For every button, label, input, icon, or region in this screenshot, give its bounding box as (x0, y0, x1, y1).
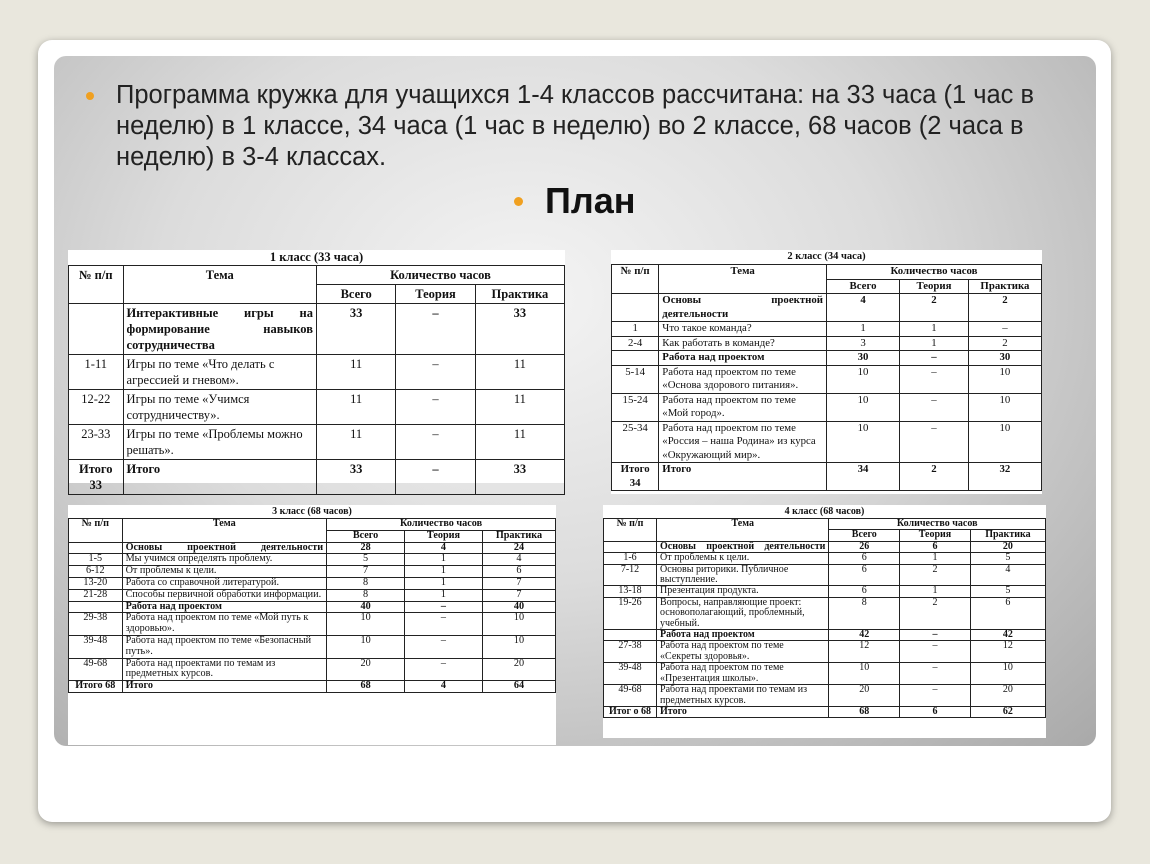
row-num: 27-38 (604, 641, 657, 663)
table-row (604, 630, 1046, 641)
row-theory: – (405, 613, 483, 636)
row-total: 33 (316, 304, 395, 355)
row-theory: – (900, 630, 971, 641)
table-row (612, 463, 1042, 491)
row-topic: Работа со справочной литературой. (122, 577, 327, 589)
row-topic: Работа над проектами по темам из предметных курсов. (122, 658, 327, 681)
row-theory: 1 (900, 322, 969, 337)
class-3-table (68, 505, 556, 745)
header-total: Всего (327, 530, 405, 542)
row-theory: – (405, 658, 483, 681)
row-num: 29-38 (69, 613, 123, 636)
row-topic: Работа над проектом (657, 630, 829, 641)
row-num (69, 542, 123, 554)
row-total: 8 (327, 577, 405, 589)
row-topic: Итого (123, 460, 316, 495)
header-hours: Количество часов (826, 265, 1041, 280)
row-num: 1-11 (69, 355, 124, 390)
row-total: 5 (327, 554, 405, 566)
table-title: 3 класс (68 часов) (272, 506, 352, 517)
row-total: 6 (829, 586, 900, 597)
row-topic: Работа над проектом (122, 601, 327, 613)
table-row (612, 336, 1042, 351)
row-topic: Основы проектной деятельности (659, 294, 827, 322)
row-topic: Способы первичной обработки информации. (122, 589, 327, 601)
row-practice: 20 (970, 541, 1045, 552)
row-topic: От проблемы к цели. (122, 566, 327, 578)
table-row (69, 589, 556, 601)
row-theory: – (396, 304, 475, 355)
header-theory: Теория (396, 285, 475, 304)
row-practice: 40 (482, 601, 555, 613)
row-num: 12-22 (69, 390, 124, 425)
row-practice: 6 (970, 597, 1045, 629)
table-row (69, 566, 556, 578)
plan-heading: План (545, 180, 636, 221)
row-num: 7-12 (604, 564, 657, 586)
row-total: 1 (826, 322, 899, 337)
row-num (612, 351, 659, 366)
row-total: 10 (327, 635, 405, 658)
table-row (612, 421, 1042, 463)
row-num: 5-14 (612, 365, 659, 393)
row-practice: 33 (475, 460, 564, 495)
row-num: 49-68 (604, 685, 657, 707)
header-total: Всего (829, 530, 900, 541)
row-practice: 10 (970, 663, 1045, 685)
row-practice: 32 (968, 463, 1041, 491)
header-hours: Количество часов (316, 266, 564, 285)
hours-table (603, 518, 1046, 718)
row-num: 21-28 (69, 589, 123, 601)
row-practice: 10 (968, 393, 1041, 421)
hours-table (68, 265, 565, 495)
table-row (612, 351, 1042, 366)
row-num: Итого 68 (69, 681, 123, 693)
header-topic: Тема (657, 519, 829, 542)
row-practice: 33 (475, 304, 564, 355)
row-theory: – (405, 635, 483, 658)
table-header-row (69, 519, 556, 531)
row-theory: – (396, 390, 475, 425)
row-topic: Вопросы, направляющие проект: основополагающий, проблемный, учебный. (657, 597, 829, 629)
plan-bullet (514, 180, 636, 222)
header-topic: Тема (659, 265, 827, 294)
row-theory: 4 (405, 681, 483, 693)
row-num: 25-34 (612, 421, 659, 463)
table-row (604, 564, 1046, 586)
table-row (612, 393, 1042, 421)
table-row (604, 641, 1046, 663)
row-theory: 1 (405, 589, 483, 601)
table-row (69, 460, 565, 495)
table-row (69, 355, 565, 390)
row-num: 19-26 (604, 597, 657, 629)
class-4-table (603, 505, 1046, 738)
row-practice: 10 (968, 421, 1041, 463)
row-num: 39-48 (604, 663, 657, 685)
row-practice: 12 (970, 641, 1045, 663)
table-title: 2 класс (34 часа) (787, 251, 866, 262)
row-topic: Основы риторики. Публичное выступление. (657, 564, 829, 586)
row-theory: – (396, 425, 475, 460)
table-row (612, 365, 1042, 393)
table-header-row (69, 266, 565, 285)
row-theory: – (900, 663, 971, 685)
row-topic: Итого (659, 463, 827, 491)
table-row (69, 681, 556, 693)
row-total: 20 (829, 685, 900, 707)
class-2-table (611, 250, 1042, 494)
row-theory: 2 (900, 564, 971, 586)
row-theory: – (405, 601, 483, 613)
row-total: 40 (327, 601, 405, 613)
row-practice: 2 (968, 336, 1041, 351)
header-num: № п/п (69, 266, 124, 304)
row-num: 13-20 (69, 577, 123, 589)
table-row (604, 553, 1046, 564)
row-theory: – (900, 393, 969, 421)
row-total: 26 (829, 541, 900, 552)
row-topic: Основы проектной деятельности (657, 541, 829, 552)
row-total: 11 (316, 425, 395, 460)
row-topic: Презентация продукта. (657, 586, 829, 597)
row-num: Итого 33 (69, 460, 124, 495)
table-row (69, 613, 556, 636)
header-topic: Тема (123, 266, 316, 304)
header-topic: Тема (122, 519, 327, 543)
row-topic: Работа над проектом по теме «Россия – наша Родина» из курса «Окружающий мир». (659, 421, 827, 463)
row-num: Итог о 68 (604, 706, 657, 717)
row-topic: От проблемы к цели. (657, 553, 829, 564)
header-theory: Теория (900, 530, 971, 541)
row-total: 11 (316, 390, 395, 425)
row-num: 13-18 (604, 586, 657, 597)
table-row (69, 601, 556, 613)
table-title: 4 класс (68 часов) (784, 506, 865, 517)
header-theory: Теория (405, 530, 483, 542)
row-topic: Основы проектной деятельности (122, 542, 327, 554)
row-theory: 2 (900, 597, 971, 629)
table-row (604, 541, 1046, 552)
intro-bullet (86, 80, 1076, 173)
table-row (69, 577, 556, 589)
row-practice: 11 (475, 425, 564, 460)
row-practice: 7 (482, 589, 555, 601)
row-theory: 6 (900, 541, 971, 552)
row-topic: Работа над проектом по теме «Презентация школы». (657, 663, 829, 685)
row-practice: 5 (970, 586, 1045, 597)
row-topic: Итого (122, 681, 327, 693)
row-practice: 4 (482, 554, 555, 566)
row-total: 30 (826, 351, 899, 366)
table-row (612, 294, 1042, 322)
row-total: 68 (829, 706, 900, 717)
header-hours: Количество часов (829, 519, 1046, 530)
row-num: 39-48 (69, 635, 123, 658)
row-theory: 2 (900, 463, 969, 491)
class-1-table (68, 250, 565, 492)
row-total: 11 (316, 355, 395, 390)
row-practice: 20 (970, 685, 1045, 707)
row-theory: – (900, 365, 969, 393)
row-num (69, 601, 123, 613)
row-topic: Работа над проектом по теме «Безопасный путь». (122, 635, 327, 658)
row-practice: 2 (968, 294, 1041, 322)
row-topic: Мы учимся определять проблему. (122, 554, 327, 566)
row-practice: 11 (475, 390, 564, 425)
row-practice: 62 (970, 706, 1045, 717)
header-num: № п/п (604, 519, 657, 542)
intro-text: Программа кружка для учащихся 1-4 классов рассчитана: на 33 часа (1 час в неделю) в 1 классе, 34 часа (1 час в неделю) во 2 классе, 68 часов (2 часа в неделю) в 3-4 классах. (116, 81, 1035, 171)
header-total: Всего (316, 285, 395, 304)
header-practice: Практика (475, 285, 564, 304)
row-num: 15-24 (612, 393, 659, 421)
row-practice: 64 (482, 681, 555, 693)
row-num: 6-12 (69, 566, 123, 578)
row-total: 8 (327, 589, 405, 601)
row-topic: Интерактивные игры на формирование навыков сотрудничества (123, 304, 316, 355)
row-theory: 1 (405, 577, 483, 589)
table-header-row (604, 519, 1046, 530)
row-practice: 4 (970, 564, 1045, 586)
row-num (604, 541, 657, 552)
row-topic: Работа над проектом (659, 351, 827, 366)
row-total: 20 (327, 658, 405, 681)
row-total: 8 (829, 597, 900, 629)
row-total: 28 (327, 542, 405, 554)
table-row (69, 304, 565, 355)
row-topic: Что такое команда? (659, 322, 827, 337)
row-theory: 6 (900, 706, 971, 717)
row-practice: 5 (970, 553, 1045, 564)
header-practice: Практика (482, 530, 555, 542)
row-num (612, 294, 659, 322)
row-total: 34 (826, 463, 899, 491)
row-total: 4 (826, 294, 899, 322)
table-row (69, 542, 556, 554)
row-practice: 10 (482, 613, 555, 636)
table-row (69, 658, 556, 681)
table-row (604, 663, 1046, 685)
row-num (69, 304, 124, 355)
row-num: 1-5 (69, 554, 123, 566)
row-topic: Работа над проектами по темам из предметных курсов. (657, 685, 829, 707)
row-total: 68 (327, 681, 405, 693)
table-header-row (612, 265, 1042, 280)
bullet-dot-icon (86, 92, 94, 100)
bullet-dot-icon (514, 197, 523, 206)
row-practice: 7 (482, 577, 555, 589)
table-row (69, 390, 565, 425)
row-total: 6 (829, 553, 900, 564)
row-total: 10 (826, 421, 899, 463)
row-total: 12 (829, 641, 900, 663)
header-num: № п/п (612, 265, 659, 294)
row-total: 33 (316, 460, 395, 495)
row-theory: 4 (405, 542, 483, 554)
table-row (69, 425, 565, 460)
row-topic: Игры по теме «Что делать с агрессией и гневом». (123, 355, 316, 390)
row-practice: 11 (475, 355, 564, 390)
row-total: 7 (327, 566, 405, 578)
row-theory: 1 (405, 554, 483, 566)
header-hours: Количество часов (327, 519, 556, 531)
row-total: 10 (826, 365, 899, 393)
table-row (69, 635, 556, 658)
row-total: 10 (327, 613, 405, 636)
row-practice: 6 (482, 566, 555, 578)
hours-table (611, 264, 1042, 491)
row-topic: Как работать в команде? (659, 336, 827, 351)
row-practice: 30 (968, 351, 1041, 366)
row-practice: 42 (970, 630, 1045, 641)
row-theory: 1 (900, 553, 971, 564)
table-row (612, 322, 1042, 337)
row-practice: 10 (968, 365, 1041, 393)
row-theory: – (900, 421, 969, 463)
row-topic: Игры по теме «Учимся сотрудничеству». (123, 390, 316, 425)
row-theory: 1 (405, 566, 483, 578)
row-num: 2-4 (612, 336, 659, 351)
row-topic: Работа над проектом по теме «Мой путь к здоровью». (122, 613, 327, 636)
row-topic: Работа над проектом по теме «Мой город». (659, 393, 827, 421)
row-num: 49-68 (69, 658, 123, 681)
row-num: Итого 34 (612, 463, 659, 491)
row-theory: 1 (900, 586, 971, 597)
table-row (604, 597, 1046, 629)
row-theory: – (900, 351, 969, 366)
row-practice: 20 (482, 658, 555, 681)
row-theory: – (396, 460, 475, 495)
row-num: 1 (612, 322, 659, 337)
table-title: 1 класс (33 часа) (269, 250, 364, 264)
header-practice: Практика (970, 530, 1045, 541)
row-theory: 1 (900, 336, 969, 351)
row-topic: Работа над проектом по теме «Основа здорового питания». (659, 365, 827, 393)
row-theory: 2 (900, 294, 969, 322)
row-num (604, 630, 657, 641)
header-total: Всего (826, 279, 899, 294)
table-row (604, 586, 1046, 597)
table-row (604, 685, 1046, 707)
header-theory: Теория (900, 279, 969, 294)
header-num: № п/п (69, 519, 123, 543)
row-topic: Игры по теме «Проблемы можно решать». (123, 425, 316, 460)
row-total: 10 (826, 393, 899, 421)
row-total: 3 (826, 336, 899, 351)
row-practice: – (968, 322, 1041, 337)
row-total: 42 (829, 630, 900, 641)
header-practice: Практика (968, 279, 1041, 294)
row-theory: – (900, 685, 971, 707)
row-total: 10 (829, 663, 900, 685)
row-practice: 24 (482, 542, 555, 554)
row-topic: Работа над проектом по теме «Секреты здоровья». (657, 641, 829, 663)
row-num: 1-6 (604, 553, 657, 564)
row-num: 23-33 (69, 425, 124, 460)
row-theory: – (396, 355, 475, 390)
table-row (69, 554, 556, 566)
hours-table (68, 518, 556, 693)
row-topic: Итого (657, 706, 829, 717)
row-total: 6 (829, 564, 900, 586)
table-row (604, 706, 1046, 717)
row-practice: 10 (482, 635, 555, 658)
row-theory: – (900, 641, 971, 663)
